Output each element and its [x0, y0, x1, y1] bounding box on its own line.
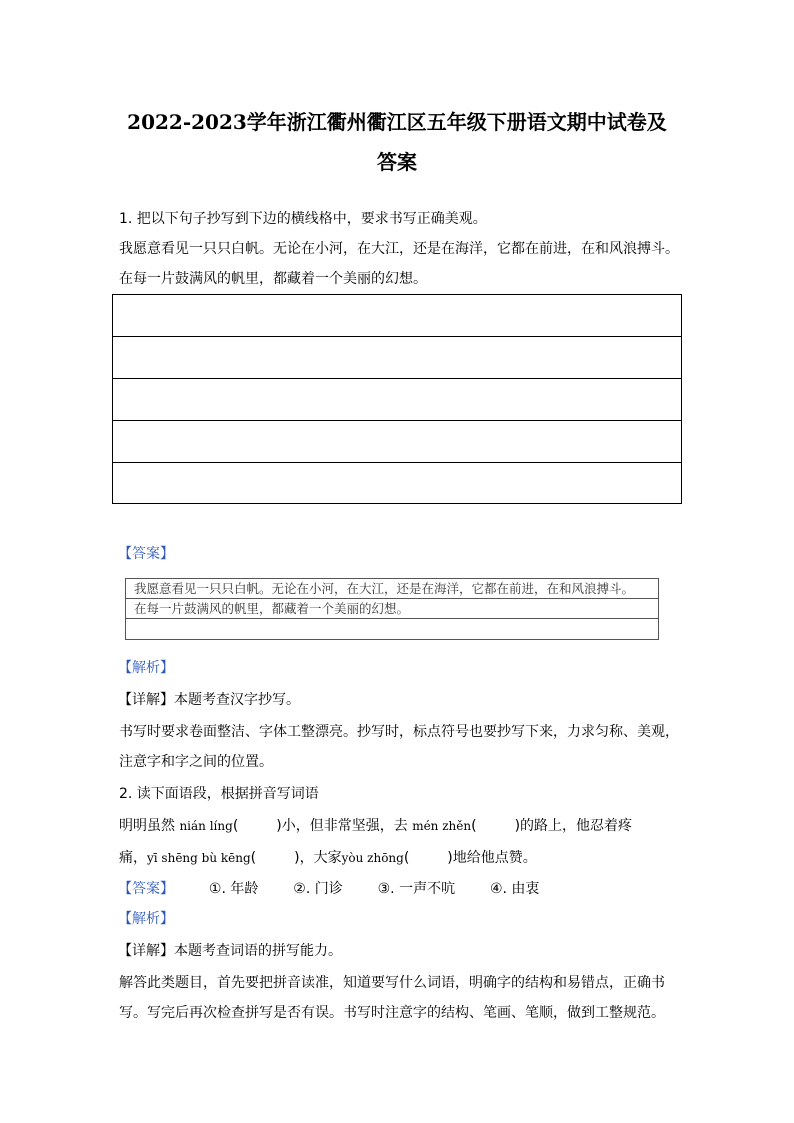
- writing-grid-row[interactable]: [113, 421, 681, 463]
- q2-text: 痛，: [119, 850, 147, 866]
- q2-pinyin: yī shēng bù kēng: [147, 851, 251, 865]
- q2-prompt: 2. 读下面语段，根据拼音写词语: [119, 786, 319, 802]
- q2-answer-item: ④. 由衷: [489, 881, 540, 897]
- writing-grid-row[interactable]: [113, 337, 681, 379]
- q2-answer-item: ①. 年龄: [208, 881, 259, 897]
- q1-prompt: 1. 把以下句子抄写到下边的横线格中，要求书写正确美观。: [119, 211, 487, 227]
- q1-answer-tag: 【答案】: [118, 546, 174, 562]
- q1-detail-text: 本题考查汉字抄写。: [174, 692, 300, 708]
- q1-explain-line2: 注意字和字之间的位置。: [119, 754, 273, 770]
- q2-answer-line: [118, 878, 539, 898]
- q2-explain-line1: 解答此类题目，首先要把拼音读准，知道要写什么词语，明确字的结构和易错点，正确书: [119, 975, 665, 991]
- answer-table-row: 我愿意看见一只只白帆。无论在小河，在大江，还是在海洋，它都在前进，在和风浪搏斗。: [126, 579, 658, 599]
- q2-answer-tag: 【答案】: [118, 881, 174, 897]
- writing-grid: [112, 294, 682, 504]
- answer-table: [125, 578, 659, 640]
- q2-text: )的路上，他忍着疼: [514, 818, 633, 834]
- q2-pinyin: mén zhěn: [412, 819, 472, 833]
- q2-sentence-line1: [119, 815, 632, 835]
- q2-pinyin: nián líng: [179, 819, 233, 833]
- document-title-line2: 答案: [377, 150, 417, 174]
- q1-analysis-tag: 【解析】: [118, 660, 174, 676]
- writing-grid-row[interactable]: [113, 295, 681, 337]
- q1-explain-line1: 书写时要求卷面整洁、字体工整漂亮。抄写时，标点符号也要抄写下来，力求匀称、美观，: [119, 724, 679, 740]
- writing-grid-row[interactable]: [113, 379, 681, 421]
- writing-grid-row[interactable]: [113, 463, 681, 505]
- q2-answer-item: ③. 一声不吭: [377, 881, 456, 897]
- answer-table-row: [126, 619, 658, 639]
- q2-detail-text: 本题考查词语的拼写能力。: [174, 943, 342, 959]
- q2-paren-open: (: [232, 818, 239, 834]
- q2-paren-open: (: [250, 850, 257, 866]
- q1-detail-tag: 【详解】: [118, 692, 174, 708]
- document-title-line1: 2022-2023学年浙江衢州衢江区五年级下册语文期中试卷及: [127, 110, 667, 134]
- q2-detail-tag: 【详解】: [118, 943, 174, 959]
- q2-detail: [118, 940, 342, 960]
- q1-text-line2: 在每一片鼓满风的帆里，都藏着一个美丽的幻想。: [119, 271, 427, 287]
- q2-text: )，大家: [294, 850, 342, 866]
- q2-text: )地给他点赞。: [447, 850, 537, 866]
- q2-answer-item: ②. 门诊: [293, 881, 343, 897]
- q2-explain-line2: 写。写完后再次检查拼写是否有误。书写时注意字的结构、笔画、笔顺，做到工整规范。: [119, 1005, 665, 1021]
- q2-paren-open: (: [403, 850, 410, 866]
- q2-paren-open: (: [471, 818, 477, 834]
- q2-pinyin: yòu zhōng: [341, 851, 404, 865]
- q1-detail: [118, 689, 300, 709]
- q2-sentence-line2: [119, 847, 537, 867]
- q2-analysis-tag: 【解析】: [118, 911, 174, 927]
- q2-text: )小，但非常坚强，去: [276, 818, 408, 834]
- q1-text-line1: 我愿意看见一只只白帆。无论在小河，在大江，还是在海洋，它都在前进，在和风浪搏斗。: [119, 241, 679, 257]
- answer-table-row: 在每一片鼓满风的帆里，都藏着一个美丽的幻想。: [126, 599, 658, 619]
- q2-text: 明明虽然: [119, 818, 175, 834]
